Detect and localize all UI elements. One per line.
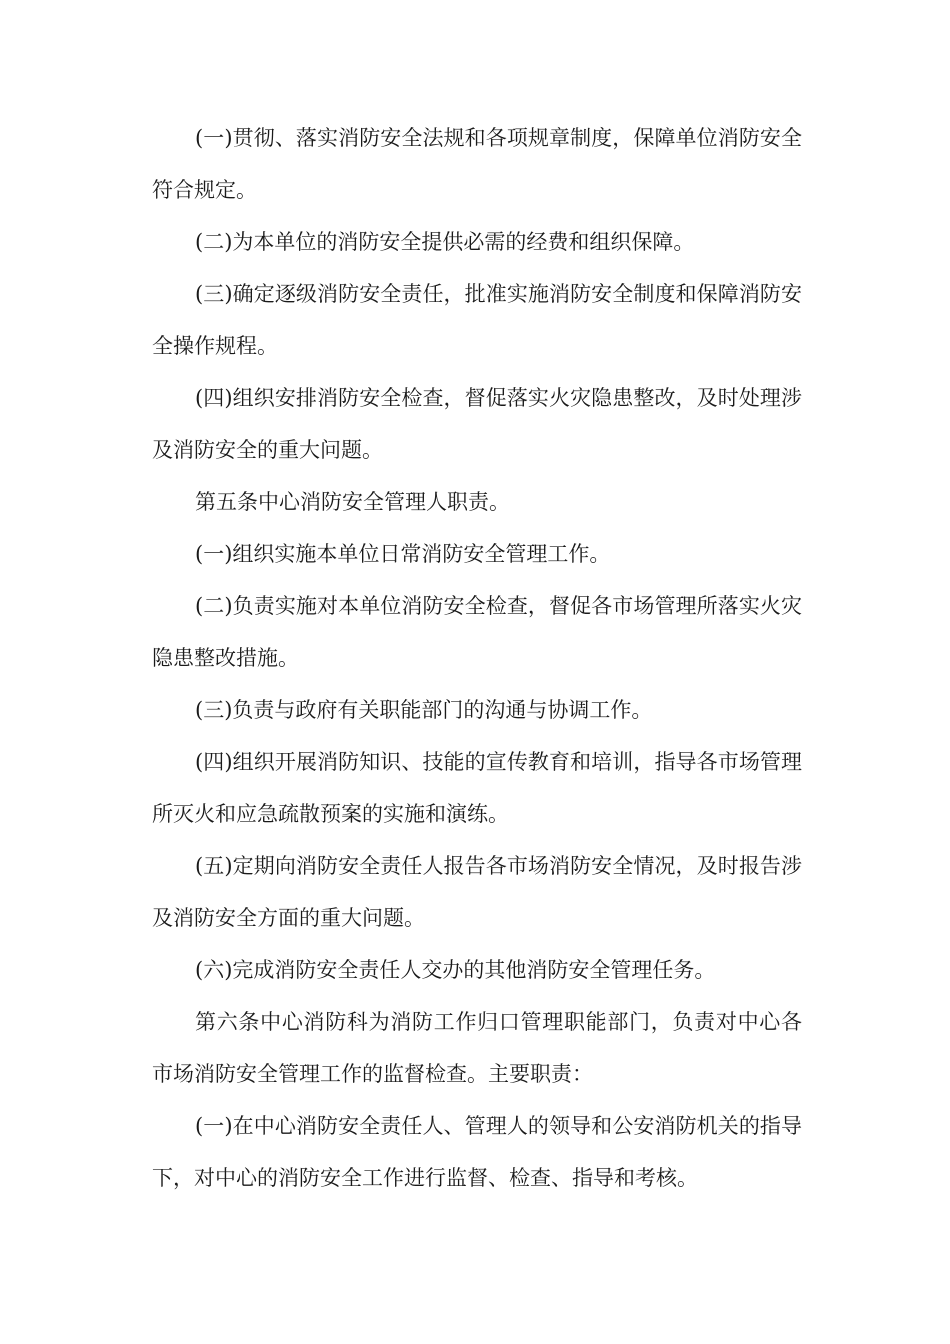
document-body (152, 112, 802, 1204)
paragraph-7: (二)负责实施对本单位消防安全检查，督促各市场管理所落实火灾隐患整改措施。 (152, 594, 802, 670)
paragraph-10: (五)定期向消防安全责任人报告各市场消防安全情况，及时报告涉及消防安全方面的重大问题。 (152, 854, 802, 930)
paragraph-13: (一)在中心消防安全责任人、管理人的领导和公安消防机关的指导下，对中心的消防安全工作进行监督、检查、指导和考核。 (152, 1114, 802, 1190)
paragraph-9: (四)组织开展消防知识、技能的宣传教育和培训，指导各市场管理所灭火和应急疏散预案的实施和演练。 (152, 750, 802, 826)
paragraph-2: (二)为本单位的消防安全提供必需的经费和组织保障。 (195, 230, 695, 254)
paragraph-3: (三)确定逐级消防安全责任，批准实施消防安全制度和保障消防安全操作规程。 (152, 282, 802, 358)
paragraph-1: (一)贯彻、落实消防安全法规和各项规章制度，保障单位消防安全符合规定。 (152, 126, 802, 202)
article-5-heading: 第五条中心消防安全管理人职责。 (195, 490, 510, 514)
paragraph-6: (一)组织实施本单位日常消防安全管理工作。 (195, 542, 611, 566)
paragraph-4: (四)组织安排消防安全检查，督促落实火灾隐患整改，及时处理涉及消防安全的重大问题。 (152, 386, 802, 462)
paragraph-11: (六)完成消防安全责任人交办的其他消防安全管理任务。 (195, 958, 716, 982)
paragraph-8: (三)负责与政府有关职能部门的沟通与协调工作。 (195, 698, 653, 722)
article-6-heading: 第六条中心消防科为消防工作归口管理职能部门，负责对中心各市场消防安全管理工作的监督检查。主要职责： (152, 1010, 802, 1086)
